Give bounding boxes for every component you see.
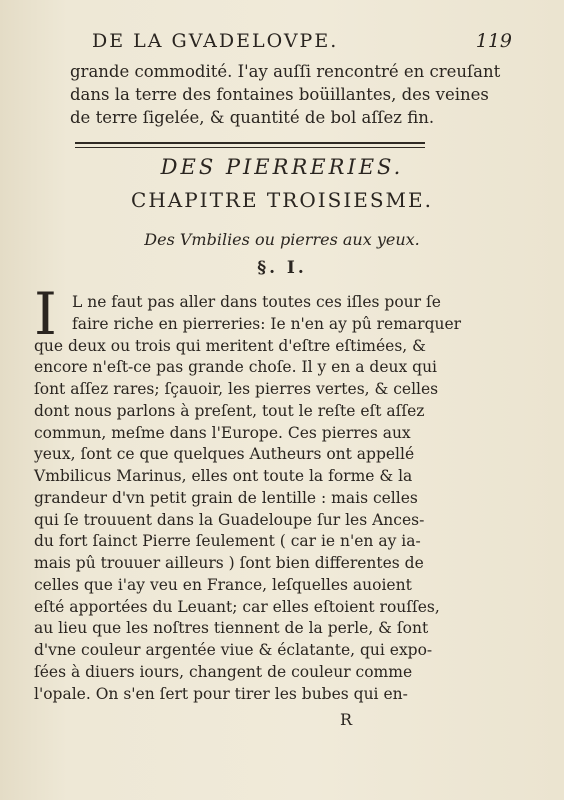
running-head <box>92 30 512 52</box>
catchword: R <box>340 710 353 729</box>
text-line: qui ſe trouuent dans la Guadeloupe ſur les Ances- <box>34 510 425 529</box>
text-line: commun, meſme dans l'Europe. Ces pierres aux <box>34 423 411 442</box>
text-line: grandeur d'vn petit grain de lentille : mais celles <box>34 488 418 507</box>
text-line: faire riche en pierreries: Ie n'en ay pû remarquer <box>72 314 462 333</box>
section-mark: §. I. <box>257 258 307 278</box>
text-line: grande commodité. I'ay auſſi rencontré en creuſant <box>70 62 501 81</box>
running-head-title: DE LA GVADELOVPE. <box>92 30 339 52</box>
section-title: DES PIERRERIES. <box>160 155 404 179</box>
chapter-title: CHAPITRE TROISIESME. <box>131 188 433 212</box>
text-line: yeux, ſont ce que quelques Autheurs ont appellé <box>34 445 415 464</box>
text-line: eſté apportées du Leuant; car elles eſtoient rouſſes, <box>34 597 440 616</box>
text-line: de terre ſigelée, & quantité de bol aſſez fin. <box>70 108 435 127</box>
text-line: du fort ſainct Pierre ſeulement ( car ie n'en ay ia- <box>34 532 421 551</box>
body-paragraph <box>34 280 462 705</box>
text-line: au lieu que les noſtres tiennent de la perle, & ſont <box>34 619 429 638</box>
text-line: mais pû trouuer ailleurs ) ſont bien differentes de <box>34 554 424 572</box>
text-line: encore n'eſt-ce pas grande choſe. Il y en a deux qui <box>34 358 438 377</box>
drop-cap: I <box>34 280 57 348</box>
text-line: ſées à diuers iours, changent de couleur comme <box>34 662 413 681</box>
text-line: que deux ou trois qui meritent d'eſtre eſtimées, & <box>34 336 426 355</box>
carry-over-paragraph <box>70 60 501 129</box>
text-line: d'vne couleur argentée viue & éclatante, qui expo- <box>34 641 433 659</box>
text-line: L ne faut pas aller dans toutes ces iſles pour ſe <box>72 293 441 311</box>
text-line: dont nous parlons à preſent, tout le reſte eſt aſſez <box>34 401 425 420</box>
text-line: Vmbilicus Marinus, elles ont toute la forme & la <box>34 467 413 485</box>
chapter-subtitle: Des Vmbilies ou pierres aux yeux. <box>144 230 420 249</box>
page-number: 119 <box>475 30 512 52</box>
text-line: ſont aſſez rares; ſçauoir, les pierres vertes, & celles <box>34 380 439 398</box>
text-line: l'opale. On s'en ſert pour tirer les bubes qui en- <box>34 684 408 703</box>
text-line: dans la terre des fontaines boüillantes, des veines <box>70 85 489 104</box>
text-line: celles que i'ay veu en France, leſquelles auoient <box>34 575 412 594</box>
section-divider <box>75 142 425 148</box>
